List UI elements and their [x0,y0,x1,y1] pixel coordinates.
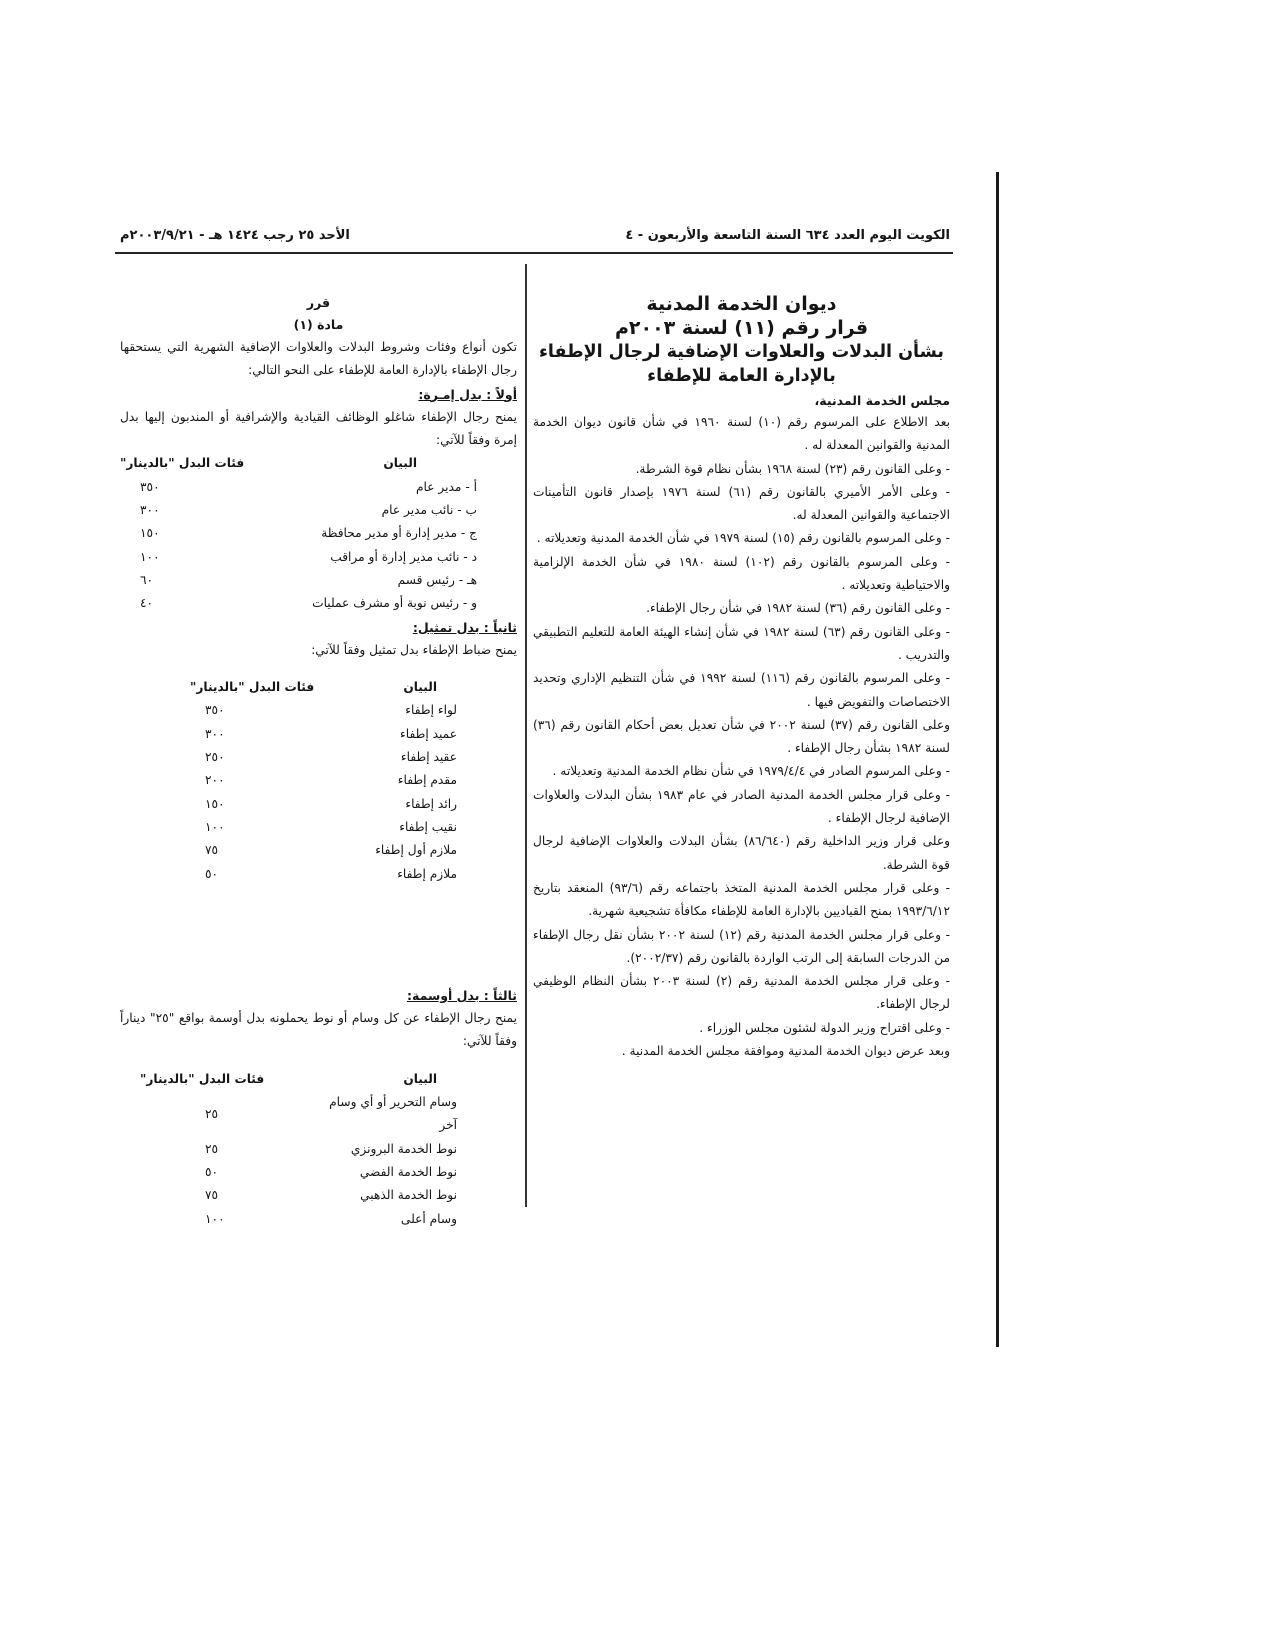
table-cell-value: ٢٥ [205,1106,219,1121]
table-row [120,499,517,522]
table-cell-label: رائد إطفاء [405,796,457,811]
header-publication-info: الكويت اليوم العدد ٦٣٤ السنة التاسعة والأربعون - ٤ [625,228,950,243]
preamble-paragraph: وعلى القانون رقم (٣٧) لسنة ٢٠٠٢ في شأن تعديل بعض أحكام القانون رقم (٣٦) لسنة ١٩٨٢ بشأن رجال الإطفاء . [533,717,950,756]
table-cell-label: نقيب إطفاء [399,819,457,834]
table-row [120,1208,517,1231]
table-cell-value: ٢٠٠ [205,773,225,788]
preamble-paragraph: - وعلى قرار مجلس الخدمة المدنية الصادر في عام ١٩٨٣ بشأن البدلات والعلاوات الإضافية لرجال الإطفاء . [533,787,951,826]
preamble-paragraph: بعد الاطلاع على المرسوم رقم (١٠) لسنة ١٩٦٠ في شأن قانون ديوان الخدمة المدنية والقوانين المعدلة له . [533,415,950,453]
table-cell-value: ٥٠ [205,866,219,881]
table-cell-label: عميد إطفاء [400,726,457,741]
preamble-paragraph: - وعلى قرار مجلس الخدمة المدنية رقم (١٢) لسنة ٢٠٠٢ بشأن نقل رجال الإطفاء من الدرجات السابقة إلى الرتب الواردة بالقانون رقم (٢٠٠٢/٣٧). [533,927,950,965]
table-cell-value: ٥٠ [205,1164,219,1179]
table-row [120,1184,517,1207]
spacer [120,1054,517,1068]
representation-allowance-table [120,676,517,886]
table-cell-value: ٣٥٠ [205,703,225,718]
table-row [120,769,517,792]
table-row [120,746,517,769]
preamble-paragraph: - وعلى القانون رقم (٦٣) لسنة ١٩٨٢ في شأن إنشاء الهيئة العامة للتعليم التطبيقي والتدريب . [533,624,950,662]
table-cell-value: ٦٠ [140,572,154,587]
table-row [120,1161,517,1184]
table-row [120,569,517,592]
section-medals-allowance-heading: ثالثاً : بدل أوسمة: [407,987,517,1003]
table-row [120,592,517,615]
table-cell-label: ملازم أول إطفاء [375,843,457,858]
preamble-paragraph: - وعلى قرار مجلس الخدمة المدنية رقم (٢) لسنة ٢٠٠٣ بشأن النظام الوظيفي لرجال الإطفاء. [533,974,950,1012]
table-cell-label: ج - مدير إدارة أو مدير محافظة [321,526,477,541]
page-edge-line [996,172,999,1347]
column-divider [525,264,527,1207]
table-cell-value: ٣٥٠ [140,479,160,494]
table-cell-label: نوط الخدمة الفضي [359,1164,457,1179]
table-cell-label: هـ - رئيس قسم [397,572,477,587]
section-medals-allowance-intro: يمنح رجال الإطفاء عن كل وسام أو نوط يحملونه بدل أوسمة بواقع "٢٥" ديناراً وفقاً للآتي: [120,1011,517,1049]
preamble-paragraph: وبعد عرض ديوان الخدمة المدنية وموافقة مجلس الخدمة المدنية . [621,1044,950,1059]
table-cell-label: أ - مدير عام [416,479,477,494]
article-text: تكون أنواع وفئات وشروط البدلات والعلاوات الإضافية الشهرية التي يستحقها رجال الإطفاء بالإدارة العامة للإطفاء على النحو التالي: [120,340,517,378]
preamble-paragraph: - وعلى القانون رقم (٢٣) لسنة ١٩٦٨ بشأن نظام قوة الشرطة. [635,461,950,476]
title-department: بالإدارة العامة للإطفاء [647,366,836,386]
medals-allowance-table [120,1068,517,1231]
table-cell-value: ٧٥ [205,1188,219,1203]
left-column [120,292,517,1231]
table-header-value: فئات البدل "بالدينار" [190,680,315,695]
table-cell-label: عقيد إطفاء [400,750,457,765]
spacer [120,662,517,676]
table-cell-value: ١٠٠ [205,1211,225,1226]
council-heading: مجلس الخدمة المدنية، [814,393,950,408]
table-cell-value: ١٥٠ [140,526,160,541]
section-command-allowance-intro: يمنح رجال الإطفاء شاغلو الوظائف القيادية والإشرافية أو المندبون إليها بدل إمرة وفقاً للآتي: [120,409,517,448]
preamble-paragraph: - وعلى المرسوم الصادر في ١٩٧٩/٤/٤ في شأن نظام الخدمة المدنية وتعديلاته . [552,764,950,779]
section-representation-allowance-intro: يمنح ضباط الإطفاء بدل تمثيل وفقاً للآتي: [311,642,517,657]
preamble-paragraph: وعلى قرار وزير الداخلية رقم (٨٦/٦٤٠) بشأن البدلات والعلاوات الإضافية لرجال قوة الشرطة. [533,834,950,872]
table-cell-label: ملازم إطفاء [397,866,457,881]
table-row [120,699,517,722]
table-cell-value: ٧٥ [205,843,219,858]
right-column [533,292,950,1063]
spacer [120,886,517,984]
page-header [120,228,950,250]
table-cell-label: ب - نائب مدير عام [381,503,477,518]
table-cell-label: د - نائب مدير إدارة أو مراقب [330,549,477,564]
command-allowance-table [120,452,517,615]
table-header-label: البيان [403,680,437,695]
header-rule [115,252,953,254]
section-representation-allowance-heading: ثانياً : بدل تمثيل: [412,619,517,635]
table-cell-value: ١٠٠ [140,549,160,564]
preamble-paragraph: - وعلى اقتراح وزير الدولة لشئون مجلس الوزراء . [699,1020,950,1035]
table-header-label: البيان [383,456,417,471]
table-row [120,1091,517,1138]
table-header-row [120,1068,517,1091]
preamble-paragraph: - وعلى المرسوم بالقانون رقم (١١٦) لسنة ١٩٩٢ في شأن التنظيم الإداري وتحديد الاختصاصات والتفويض فيها . [533,671,950,709]
table-cell-value: ١٠٠ [205,819,225,834]
table-cell-value: ٣٠٠ [205,726,225,741]
preamble-paragraph: - وعلى قرار مجلس الخدمة المدنية المتخذ باجتماعه رقم (٩٣/٦) المنعقد بتاريخ ١٩٩٣/٦/١٢ بمنح القياديين بالإدارة العامة للإطفاء مكافأة تشجيعية شهرية. [533,880,950,919]
preamble-paragraph: - وعلى القانون رقم (٣٦) لسنة ١٩٨٢ في شأن رجال الإطفاء. [646,601,950,616]
table-row [120,1138,517,1161]
table-cell-value: ٤٠ [140,596,154,611]
table-row [120,863,517,886]
table-row [120,546,517,569]
header-date: الأحد ٢٥ رجب ١٤٢٤ هـ - ٢٠٠٣/٩/٢١م [120,228,350,243]
title-decision-number: قرار رقم (١١) لسنة ٢٠٠٣م [614,317,869,339]
table-cell-label: وسام أعلى [400,1211,457,1226]
table-header-row [120,676,517,699]
section-command-allowance-heading: أولاً : بدل إمـرة: [418,386,517,402]
decision-title [533,292,950,388]
title-subject: بشأن البدلات والعلاوات الإضافية لرجال الإطفاء [538,342,945,362]
preamble-paragraph: - وعلى المرسوم بالقانون رقم (١٠٢) لسنة ١٩٨٠ في شأن الخدمة الإلزامية والاحتياطية وتعديلاته . [533,554,950,593]
table-cell-label: و - رئيس نوبة أو مشرف عمليات [312,596,477,611]
table-row [120,816,517,839]
table-cell-label: مقدم إطفاء [397,773,457,788]
title-authority: ديوان الخدمة المدنية [646,293,837,315]
table-cell-value: ٢٥٠ [205,750,225,765]
table-cell-label: لواء إطفاء [405,703,457,718]
preamble-paragraph: - وعلى المرسوم بالقانون رقم (١٥) لسنة ١٩٧٩ في شأن الخدمة المدنية وتعديلاته . [536,531,950,546]
table-cell-label: نوط الخدمة الذهبي [360,1188,457,1203]
table-row [120,793,517,816]
article-heading: مادة (١) [293,317,344,332]
table-row [120,522,517,545]
preamble-paragraph: - وعلى الأمر الأميري بالقانون رقم (٦١) لسنة ١٩٧٦ بإصدار قانون التأمينات الاجتماعية والقوانين المعدلة له. [533,484,950,523]
table-cell-value: ١٥٠ [205,796,225,811]
decided-heading: قرر [306,295,331,310]
table-row [120,723,517,746]
table-cell-label: نوط الخدمة البرونزي [350,1141,457,1156]
table-row [120,839,517,862]
table-header-value: فئات البدل "بالدينار" [120,456,245,471]
table-cell-label: وسام التحرير أو أي وسام آخر [329,1095,457,1133]
table-header-value: فئات البدل "بالدينار" [140,1071,265,1086]
table-cell-value: ٣٠٠ [140,503,160,518]
table-header-label: البيان [403,1071,437,1086]
table-cell-value: ٢٥ [205,1141,219,1156]
table-header-row [120,452,517,475]
table-row [120,476,517,499]
